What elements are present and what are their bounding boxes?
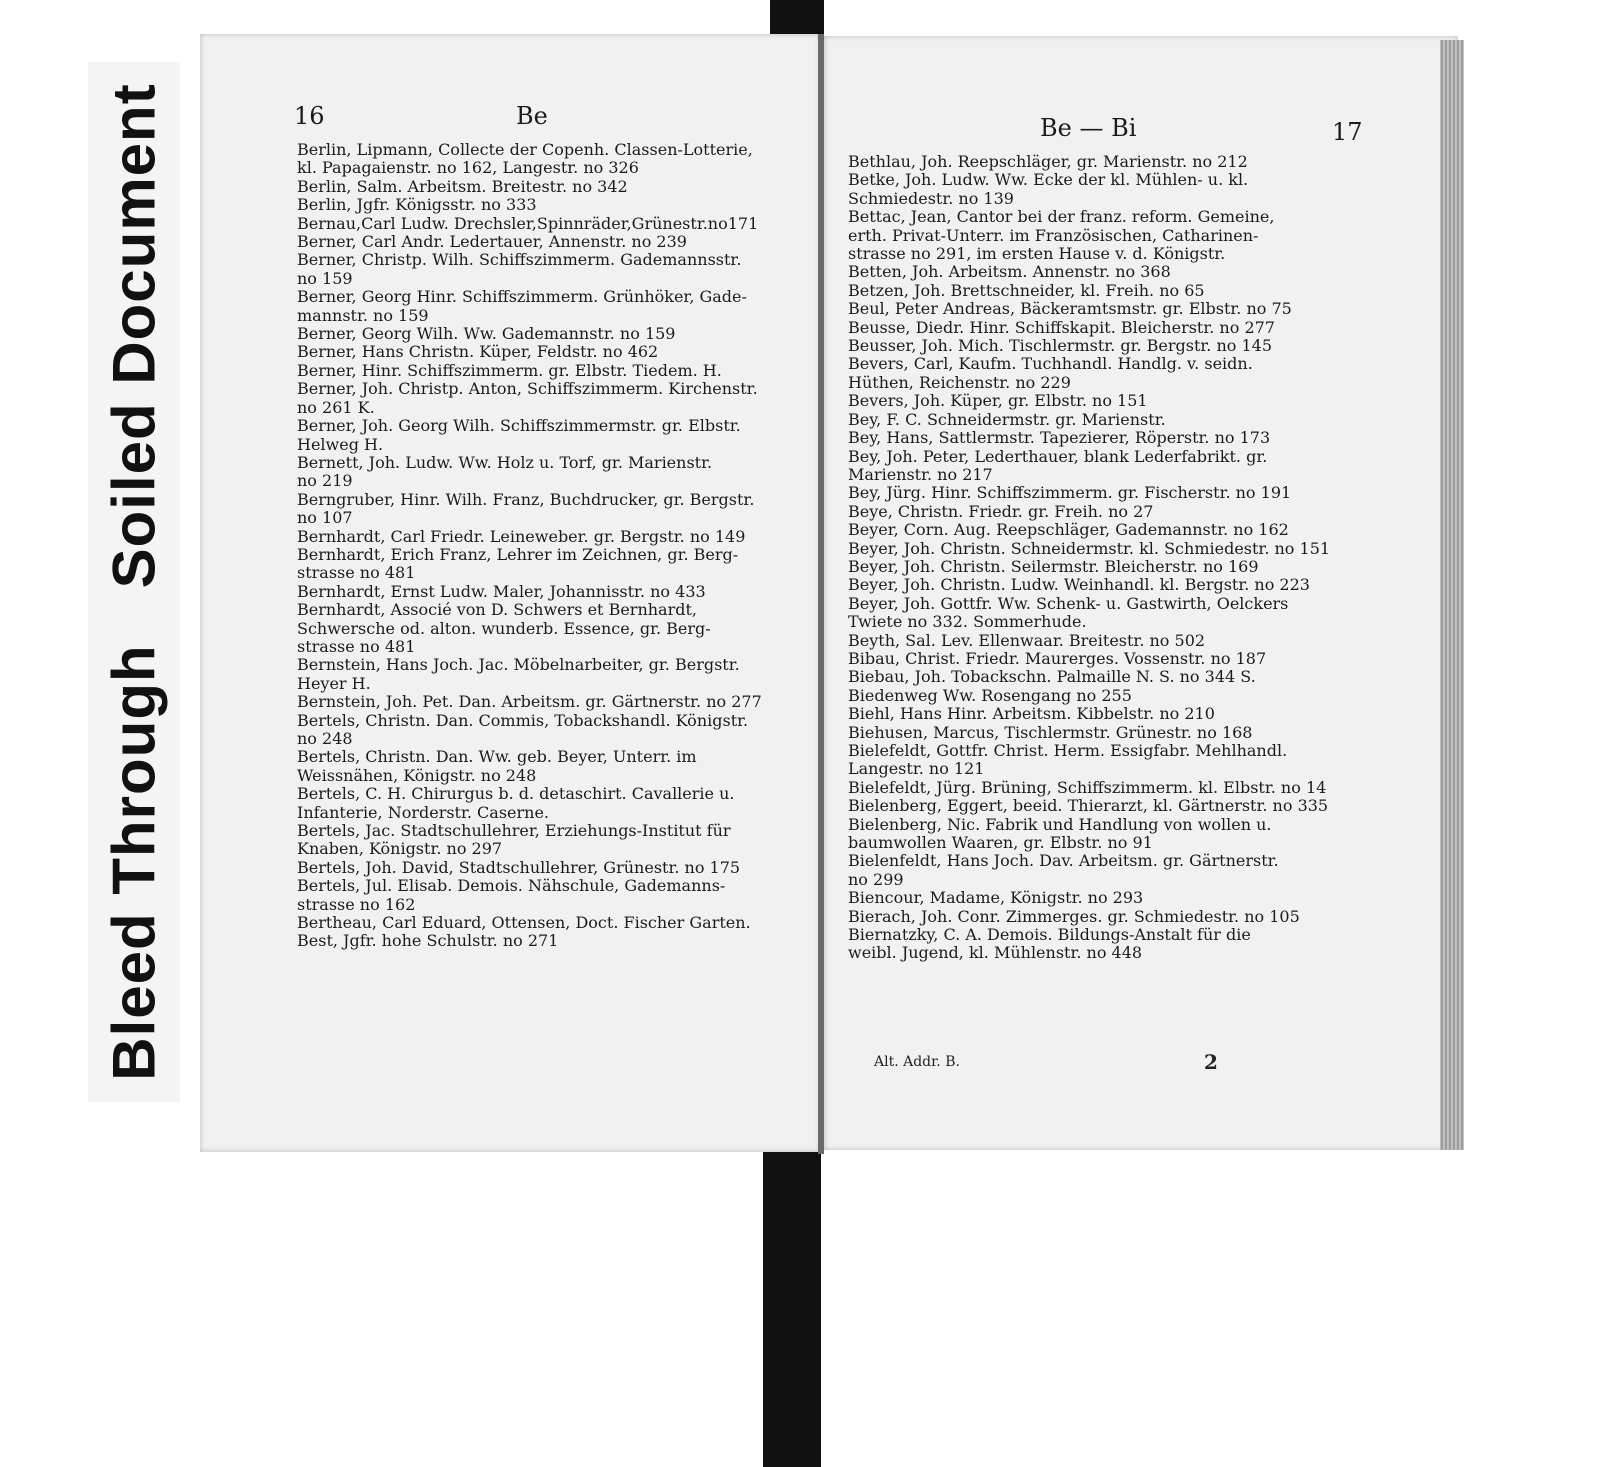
directory-entry: Beyer, Joh. Christn. Seilermstr. Bleicherstr. no 169 — [848, 556, 1259, 576]
directory-entry: no 107 — [297, 508, 353, 528]
directory-entry: Bevers, Carl, Kaufm. Tuchhandl. Handlg. v. seidn. — [848, 354, 1253, 374]
directory-entry: Helweg H. — [297, 434, 384, 454]
directory-entry: Heyer H. — [297, 673, 371, 693]
directory-entry: Best, Jgfr. hohe Schulstr. no 271 — [297, 931, 559, 951]
directory-entry: Betzen, Joh. Brettschneider, kl. Freih. no 65 — [848, 280, 1205, 300]
directory-entry: Bernstein, Joh. Pet. Dan. Arbeitsm. gr. Gärtnerstr. no 277 — [297, 692, 762, 712]
directory-entry: Bey, Joh. Peter, Lederthauer, blank Lederfabrikt. gr. — [848, 446, 1268, 466]
directory-entry: Knaben, Königstr. no 297 — [297, 839, 503, 859]
directory-entry: Berner, Christp. Wilh. Schiffszimmerm. Gademannsstr. — [297, 250, 742, 270]
directory-entry: erth. Privat-Unterr. im Französischen, Catharinen- — [848, 225, 1259, 245]
directory-entry: Bey, Hans, Sattlermstr. Tapezierer, Röperstr. no 173 — [848, 428, 1271, 448]
directory-entry: Bernhardt, Associé von D. Schwers et Bernhardt, — [297, 600, 697, 620]
right-page — [824, 36, 1458, 1150]
directory-entry: no 299 — [848, 869, 904, 889]
directory-entry: Bettac, Jean, Cantor bei der franz. reform. Gemeine, — [848, 207, 1275, 227]
directory-entry: Infanterie, Norderstr. Caserne. — [297, 802, 550, 822]
directory-entry: Bethlau, Joh. Reepschläger, gr. Marienstr. no 212 — [848, 152, 1248, 171]
directory-entry: Biencour, Madame, Königstr. no 293 — [848, 888, 1144, 908]
directory-entry: mannstr. no 159 — [297, 305, 429, 325]
page-edge — [1440, 40, 1464, 1150]
directory-entry: strasse no 481 — [297, 636, 416, 656]
directory-entry: Bertels, Christn. Dan. Commis, Tobackshandl. Königstr. — [297, 710, 749, 730]
directory-entry: no 159 — [297, 268, 353, 288]
directory-entry: Biebau, Joh. Tobackschn. Palmaille N. S. no 344 S. — [848, 667, 1256, 687]
directory-entry: Bernhardt, Erich Franz, Lehrer im Zeichnen, gr. Berg- — [297, 544, 739, 564]
directory-entry: Beyer, Joh. Gottfr. Ww. Schenk- u. Gastwirth, Oelckers — [848, 593, 1289, 613]
directory-entry: Berngruber, Hinr. Wilh. Franz, Buchdrucker, gr. Bergstr. — [297, 489, 755, 509]
directory-entry: Beyer, Joh. Christn. Ludw. Weinhandl. kl. Bergstr. no 223 — [848, 575, 1310, 595]
left-page-number: 16 — [294, 102, 325, 130]
directory-entry: Bernhardt, Ernst Ludw. Maler, Johannisstr. no 433 — [297, 581, 706, 601]
directory-entry: weibl. Jugend, kl. Mühlenstr. no 448 — [848, 943, 1143, 963]
directory-entry: no 248 — [297, 729, 353, 748]
directory-entry: Beyer, Corn. Aug. Reepschläger, Gademannstr. no 162 — [848, 520, 1289, 540]
directory-entry: Beusser, Joh. Mich. Tischlermstr. gr. Bergstr. no 145 — [848, 336, 1273, 356]
directory-entry: Berner, Hinr. Schiffszimmerm. gr. Elbstr. Tiedem. H. — [297, 360, 722, 380]
left-entry-list — [297, 141, 762, 951]
left-page-header: Be — [516, 102, 548, 130]
directory-entry: Berlin, Salm. Arbeitsm. Breitestr. no 342 — [297, 176, 628, 196]
directory-entry: Bey, Jürg. Hinr. Schiffszimmerm. gr. Fischerstr. no 191 — [848, 483, 1292, 503]
directory-entry: Biernatzky, C. A. Demois. Bildungs-Anstalt für die — [848, 925, 1251, 945]
directory-entry: Betten, Joh. Arbeitsm. Annenstr. no 368 — [848, 262, 1171, 282]
directory-entry: Bevers, Joh. Küper, gr. Elbstr. no 151 — [848, 391, 1148, 411]
directory-entry: Biedenweg Ww. Rosengang no 255 — [848, 685, 1132, 705]
directory-entry: Bertels, Jac. Stadtschullehrer, Erziehungs-Institut für — [297, 821, 731, 841]
directory-entry: Bertels, Christn. Dan. Ww. geb. Beyer, Unterr. im — [297, 747, 697, 767]
directory-entry: Bibau, Christ. Friedr. Maurerges. Vossenstr. no 187 — [848, 648, 1267, 668]
page-footer: Alt. Addr. B. — [874, 1054, 960, 1070]
watermark-label — [88, 62, 180, 1102]
directory-entry: Bernstein, Hans Joch. Jac. Möbelnarbeiter, gr. Bergstr. — [297, 655, 740, 675]
directory-entry: Berlin, Jgfr. Königsstr. no 333 — [297, 195, 537, 215]
directory-entry: Berner, Hans Christn. Küper, Feldstr. no 462 — [297, 342, 659, 362]
directory-entry: Bertheau, Carl Eduard, Ottensen, Doct. Fischer Garten. — [297, 913, 751, 933]
right-page-header: Be — Bi — [1040, 114, 1137, 142]
directory-entry: Bernett, Joh. Ludw. Ww. Holz u. Torf, gr. Marienstr. — [297, 452, 713, 472]
directory-entry: Berner, Georg Wilh. Ww. Gademannstr. no 159 — [297, 324, 676, 344]
directory-entry: Twiete no 332. Sommerhude. — [848, 612, 1087, 632]
directory-entry: Bielenberg, Eggert, beeid. Thierarzt, kl. Gärtnerstr. no 335 — [848, 796, 1329, 816]
directory-entry: Bielefeldt, Gottfr. Christ. Herm. Essigfabr. Mehlhandl. — [848, 741, 1288, 760]
directory-entry: Weissnähen, Königstr. no 248 — [297, 765, 537, 785]
directory-entry: Bey, F. C. Schneidermstr. gr. Marienstr. — [848, 409, 1166, 429]
directory-entry: Biehl, Hans Hinr. Arbeitsm. Kibbelstr. no 210 — [848, 704, 1215, 724]
directory-entry: strasse no 481 — [297, 563, 416, 583]
directory-entry: Bielenfeldt, Hans Joch. Dav. Arbeitsm. gr. Gärtnerstr. — [848, 851, 1279, 871]
directory-entry: Berner, Joh. Georg Wilh. Schiffszimmermstr. gr. Elbstr. — [297, 416, 741, 436]
directory-entry: Bielenberg, Nic. Fabrik und Handlung von wollen u. — [848, 814, 1272, 834]
directory-entry: Bertels, Joh. David, Stadtschullehrer, Grünestr. no 175 — [297, 857, 741, 877]
directory-entry: strasse no 162 — [297, 894, 416, 914]
directory-entry: Berner, Georg Hinr. Schiffszimmerm. Grünhöker, Gade- — [297, 287, 747, 307]
directory-entry: Beye, Christn. Friedr. gr. Freih. no 27 — [848, 501, 1154, 521]
directory-entry: Beusse, Diedr. Hinr. Schiffskapit. Bleicherstr. no 277 — [848, 317, 1275, 337]
label-line1: Bleed Through — [100, 644, 168, 1081]
directory-entry: Bielefeldt, Jürg. Brüning, Schiffszimmerm. kl. Elbstr. no 14 — [848, 777, 1327, 797]
directory-entry: Beyth, Sal. Lev. Ellenwaar. Breitestr. no 502 — [848, 630, 1206, 650]
directory-entry: Bernau,Carl Ludw. Drechsler,Spinnräder,Grünestr.no171 — [297, 213, 759, 233]
directory-entry: Bernhardt, Carl Friedr. Leineweber. gr. Bergstr. no 149 — [297, 526, 746, 546]
left-page — [200, 34, 822, 1152]
label-line2: Soiled Document — [100, 83, 168, 589]
directory-entry: Bertels, C. H. Chirurgus b. d. detaschirt. Cavallerie u. — [297, 784, 735, 804]
right-entry-list — [848, 153, 1330, 963]
directory-entry: Beyer, Joh. Christn. Schneidermstr. kl. Schmiedestr. no 151 — [848, 538, 1331, 558]
signature-mark: 2 — [1204, 1050, 1218, 1074]
directory-entry: Schmiedestr. no 139 — [848, 188, 1014, 208]
binding-strip-bottom — [763, 1144, 821, 1467]
directory-entry: Langestr. no 121 — [848, 759, 985, 779]
directory-entry: Bierach, Joh. Conr. Zimmerges. gr. Schmiedestr. no 105 — [848, 906, 1300, 926]
directory-entry: no 219 — [297, 471, 353, 491]
directory-entry: Hüthen, Reichenstr. no 229 — [848, 372, 1071, 392]
right-page-number: 17 — [1332, 118, 1363, 146]
directory-entry: Schwersche od. alton. wunderb. Essence, gr. Berg- — [297, 618, 711, 638]
directory-entry: no 261 K. — [297, 397, 375, 417]
directory-entry: strasse no 291, im ersten Hause v. d. Königstr. — [848, 244, 1226, 264]
directory-entry: Berlin, Lipmann, Collecte der Copenh. Classen-Lotterie, — [297, 140, 753, 159]
directory-entry: Berner, Joh. Christp. Anton, Schiffszimmerm. Kirchenstr. — [297, 379, 758, 399]
directory-entry: Berner, Carl Andr. Ledertauer, Annenstr. no 239 — [297, 232, 687, 252]
directory-entry: Beul, Peter Andreas, Bäckeramtsmstr. gr. Elbstr. no 75 — [848, 299, 1292, 319]
directory-entry: Bertels, Jul. Elisab. Demois. Nähschule, Gademanns- — [297, 876, 726, 896]
directory-entry: baumwollen Waaren, gr. Elbstr. no 91 — [848, 833, 1153, 853]
directory-entry: Marienstr. no 217 — [848, 464, 993, 484]
directory-entry: Betke, Joh. Ludw. Ww. Ecke der kl. Mühlen- u. kl. — [848, 170, 1249, 190]
label-text — [100, 83, 169, 1080]
directory-entry: kl. Papagaienstr. no 162, Langestr. no 326 — [297, 158, 639, 178]
directory-entry: Biehusen, Marcus, Tischlermstr. Grünestr. no 168 — [848, 722, 1253, 742]
